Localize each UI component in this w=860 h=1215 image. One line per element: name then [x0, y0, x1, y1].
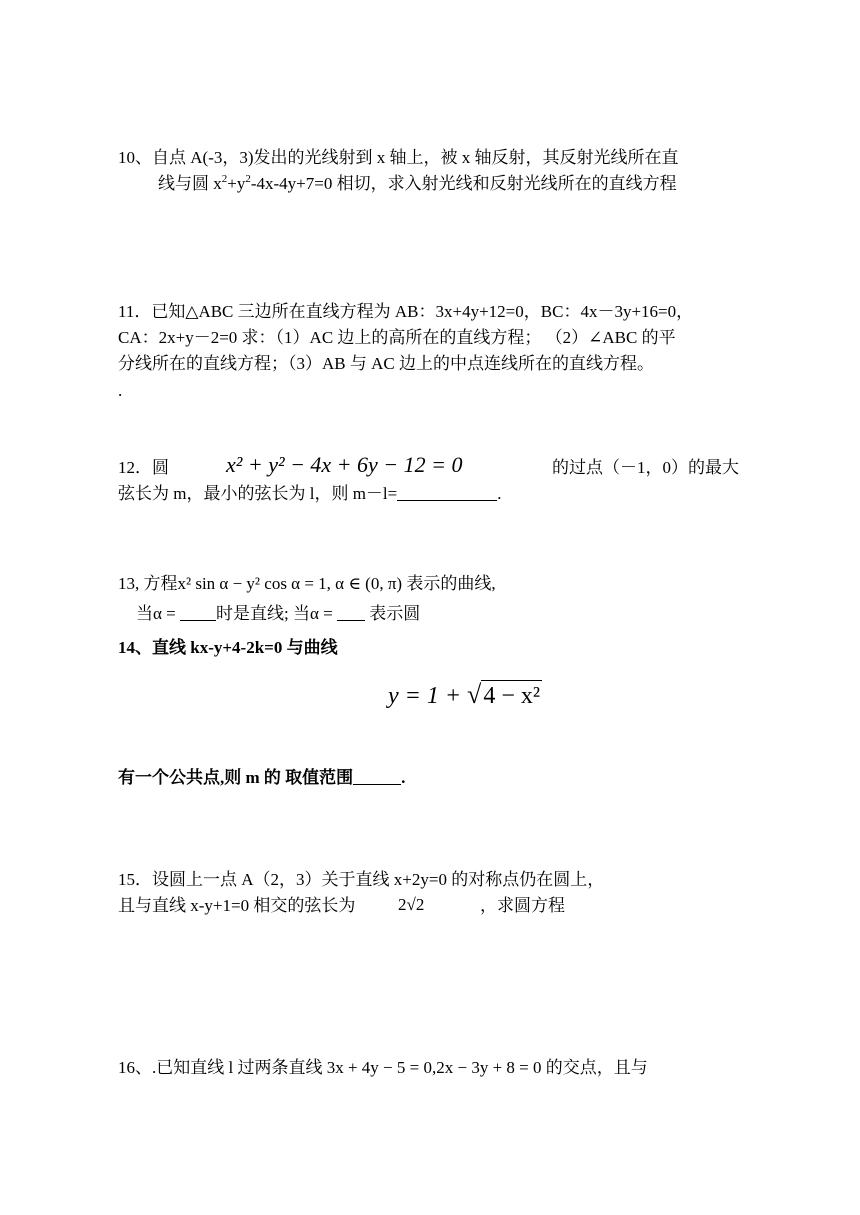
q10-text-a: 线与圆 x: [158, 174, 222, 193]
q14-line3-text: 有一个公共点,则 m 的 取值范围: [118, 768, 354, 787]
q15-line2-b: ，求圆方程: [480, 896, 565, 915]
q12-answer-blank[interactable]: [397, 484, 497, 501]
q12-tail: .: [497, 484, 502, 503]
q12-equation: x² + y² − 4x + 6y − 12 = 0: [226, 452, 463, 477]
q10-line1: 10、自点 A(-3，3)发出的光线射到 x 轴上，被 x 轴反射，其反射光线所在直: [118, 148, 679, 167]
q16-line1: 16、.已知直线 l 过两条直线 3x + 4y − 5 = 0,2x − 3y + 8 = 0 的交点，且与: [118, 1058, 648, 1077]
q13-text-a: 当α =: [136, 604, 180, 623]
q13-text-c: 表示圆: [364, 604, 421, 623]
q13-line1: 13, 方程x² sin α − y² cos α = 1, α ∈ (0, π) 表示的曲线,: [118, 574, 496, 593]
q12-prefix: 12．圆: [118, 458, 169, 477]
q10-text-b: +y: [227, 174, 246, 193]
q14-line1: 14、直线 kx-y+4-2k=0 与曲线: [118, 638, 338, 657]
q14-tail: .: [401, 768, 406, 787]
sqrt-icon: √: [467, 680, 482, 709]
q11-line3: 分线所在的直线方程；（3）AB 与 AC 边上的中点连线所在的直线方程。: [118, 354, 654, 373]
q13-line2: [136, 604, 420, 624]
q15-chord: 2√2: [398, 895, 425, 914]
q15-line1: 15．设圆上一点 A（2，3）关于直线 x+2y=0 的对称点仍在圆上，: [118, 870, 605, 889]
q11-line2: CA：2x+y－2=0 求：（1）AC 边上的高所在的直线方程； （2）∠ABC 的平: [118, 328, 676, 347]
q11-line1: 11．已知△ABC 三边所在直线方程为 AB：3x+4y+12=0，BC：4x－3y+16=0，: [118, 302, 694, 321]
q12-line2-text: 弦长为 m，最小的弦长为 l，则 m－l=: [118, 484, 398, 503]
q14-answer-blank[interactable]: [353, 768, 401, 785]
q14-formula-radicand: 4 − x²: [481, 680, 542, 711]
q14-line3: [118, 768, 405, 788]
q14-formula-lhs: y = 1 +: [388, 683, 468, 709]
q12-line2: [118, 484, 501, 504]
q15-line2-a: 且与直线 x-y+1=0 相交的弦长为: [118, 896, 356, 915]
q13-blank-line[interactable]: [180, 604, 216, 621]
q10-sup-y: 2: [245, 173, 251, 185]
q14-formula: [388, 680, 542, 711]
q13-text-b: 时是直线; 当α =: [216, 604, 337, 623]
q11-dot: .: [118, 381, 123, 400]
q13-blank-circle[interactable]: [337, 604, 365, 621]
q10-text-c: -4x-4y+7=0 相切，求入射光线和反射光线所在的直线方程: [250, 174, 677, 193]
q12-suffix: 的过点（－1，0）的最大: [552, 458, 739, 477]
q10-sup-x: 2: [221, 173, 228, 185]
q10-line2: [158, 174, 677, 194]
